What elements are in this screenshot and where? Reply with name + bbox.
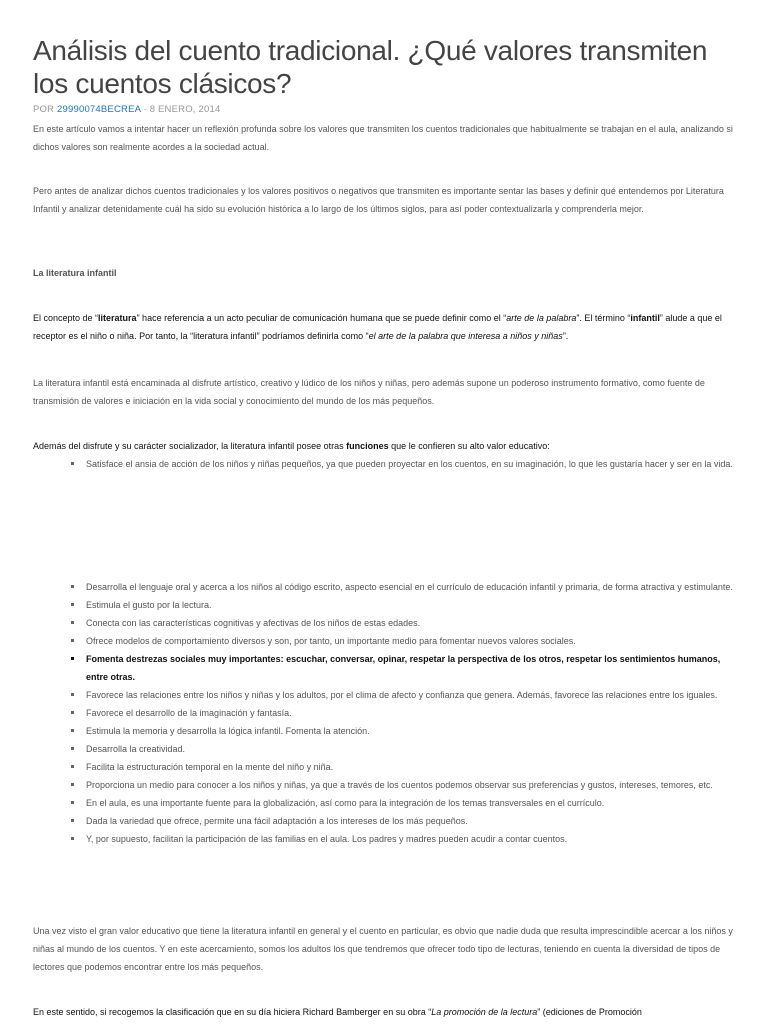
p3-quote-2: el arte de la palabra que interesa a niños y niñas [368,331,563,341]
section-heading: La literatura infantil [33,268,117,278]
list-item: Estimula la memoria y desarrolla la lógica infantil. Fomenta la atención. [33,722,743,740]
functions-list [33,578,743,848]
p7-text-1: En este sentido, si recogemos la clasificación que en su día hiciera Richard Bamberger en su obra “ [33,1007,432,1017]
list-item: Fomenta destrezas sociales muy importantes: escuchar, conversar, opinar, respetar la perspectiva de los otros, respetar los sentimientos humanos, entre otras. [33,650,743,686]
list-item: Favorece el desarrollo de la imaginación y fantasía. [33,704,743,722]
list-item: Y, por supuesto, facilitan la participación de las familias en el aula. Los padres y madres pueden acudir a contar cuentos. [33,830,743,848]
article-title: Análisis del cuento tradicional. ¿Qué valores transmiten los cuentos clásicos? [33,35,708,99]
list-item: Ofrece modelos de comportamiento diversos y son, por tanto, un importante medio para fomentar nuevos valores sociales. [33,632,743,650]
p3-text-5: ”. [562,331,569,341]
list-item: Dada la variedad que ofrece, permite una fácil adaptación a los intereses de los más pequeños. [33,812,743,830]
list-item: Favorece las relaciones entre los niños y niñas y los adultos, por el clima de afecto y confianza que genera. Además, favorece las relaciones entre los iguales. [33,686,743,704]
list-item: Proporciona un medio para conocer a los niños y niñas, ya que a través de los cuentos podemos observar sus preferencias y gustos, intereses, temores, etc. [33,776,743,794]
p3-quote-1: arte de la palabra [506,313,577,323]
meta-prefix: POR [33,104,55,115]
p3-term-infantil: infantil [630,313,660,323]
paragraph-functions-intro [33,437,738,455]
p3-term-literatura: literatura [98,313,137,323]
paragraph-context: Pero antes de analizar dichos cuentos tradicionales y los valores positivos o negativos que transmiten es importante sentar las bases y definir qué entendemos por Literatura Infantil y analizar detenidamente cuál ha sido su evolución histórica a lo largo de los últimos siglos, para así poder contextualizarla y comprenderla mejor. [33,186,724,214]
p3-text-2: ” hace referencia a un acto peculiar de comunicación humana que se puede definir como el “ [136,313,507,323]
p3-text-1: El concepto de “ [33,313,99,323]
list-item: Desarrolla la creatividad. [33,740,743,758]
publish-date: 8 ENERO, 2014 [149,104,221,115]
list-item: Conecta con las características cognitivas y afectivas de los niños de estas edades. [33,614,743,632]
meta-separator: · [140,104,150,115]
list-item: Satisface el ansia de acción de los niños y niñas pequeños, ya que pueden proyectar en los cuentos, en su imaginación, lo que les gustaría hacer y ser en la vida. [33,455,743,473]
p7-book-title: La promoción de la lectura [431,1007,538,1017]
p5-text-2: que le confieren su alto valor educativo: [388,441,550,451]
list-item: Facilita la estructuración temporal en la mente del niño y niña. [33,758,743,776]
p5-term-funciones: funciones [346,441,389,451]
paragraph-purpose: La literatura infantil está encaminada al disfrute artístico, creativo y lúdico de los niños y niñas, pero además supone un poderoso instrumento formativo, como fuente de transmisión de valores e iniciación en la vida social y conocimiento del mundo de los más pequeños. [33,378,705,406]
paragraph-intro: En este artículo vamos a intentar hacer un reflexión profunda sobre los valores que transmiten los cuentos tradicionales que habitualmente se trabajan en el aula, analizando si dichos valores son realmente acordes a la sociedad actual. [33,124,733,152]
p3-text-3: ”. El término “ [576,313,631,323]
list-item: Estimula el gusto por la lectura. [33,596,743,614]
paragraph-classification [33,1003,738,1021]
list-item: En el aula, es una importante fuente para la globalización, así como para la integración de los temas transversales en el currículo. [33,794,743,812]
p5-text-1: Además del disfrute y su carácter socializador, la literatura infantil posee otras [33,441,347,451]
article-meta [33,104,220,115]
paragraph-conclusion: Una vez visto el gran valor educativo que tiene la literatura infantil en general y el cuento en particular, es obvio que nadie duda que resulta imprescindible acercar a los niños y niñas al mundo de los cuentos. Y en este acercamiento, somos los adultos los que tendremos que ofrecer todo tipo de lecturas, teniendo en cuenta la diversidad de tipos de lectores que podemos encontrar entre los más pequeños. [33,926,733,972]
author-link[interactable]: 29990074BECREA [57,104,141,115]
functions-list-first [33,455,743,473]
list-item: Desarrolla el lenguaje oral y acerca a los niños al código escrito, aspecto esencial en el currículo de educación infantil y primaria, de forma atractiva y estimulante. [33,578,743,596]
paragraph-definition [33,309,738,345]
p3-text-4: ” alude a que el receptor es el niño o niña. Por tanto, la “literatura infantil” podríamos definirla como “ [33,313,722,341]
p7-text-2: ” (ediciones de Promoción [537,1007,642,1017]
